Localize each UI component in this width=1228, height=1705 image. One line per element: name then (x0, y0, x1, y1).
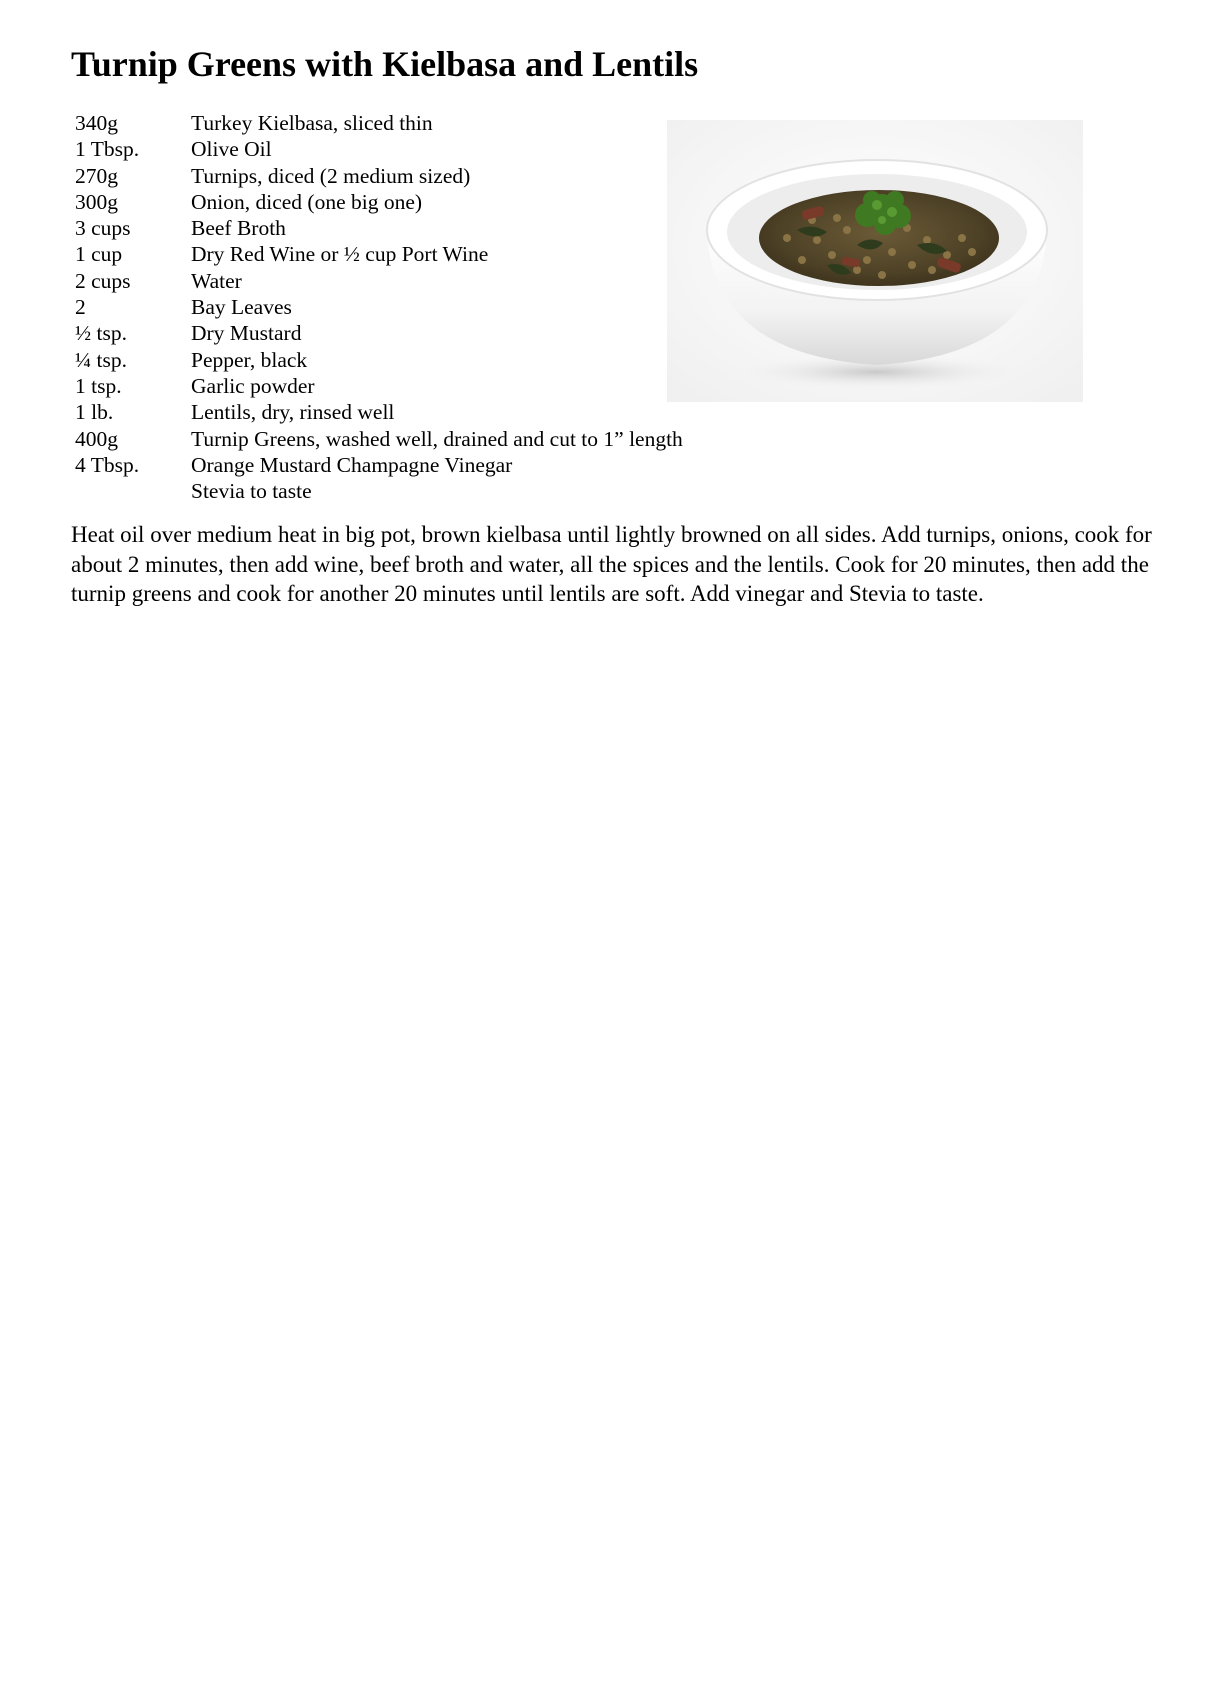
ingredient-row (75, 426, 683, 452)
ingredient-row (75, 294, 683, 320)
ingredient-name: Garlic powder (191, 373, 315, 398)
ingredient-quantity: ¼ tsp. (75, 347, 127, 372)
recipe-title: Turnip Greens with Kielbasa and Lentils (71, 44, 699, 84)
ingredient-row (75, 215, 683, 241)
ingredient-row (75, 136, 683, 162)
ingredient-row (75, 189, 683, 215)
ingredient-name: Dry Mustard (191, 321, 302, 346)
ingredient-row (75, 478, 683, 504)
ingredient-name: Turkey Kielbasa, sliced thin (191, 111, 433, 135)
ingredient-name: Olive Oil (191, 137, 272, 162)
ingredient-row (75, 347, 683, 373)
ingredient-quantity: 2 cups (75, 268, 131, 293)
ingredient-name: Bay Leaves (191, 295, 292, 320)
ingredient-quantity: 340g (75, 111, 118, 135)
ingredient-quantity: 1 tsp. (75, 373, 122, 398)
ingredient-quantity: 2 (75, 295, 86, 320)
ingredient-quantity: 300g (75, 189, 118, 214)
ingredient-name: Turnips, diced (2 medium sized) (191, 163, 471, 188)
ingredient-quantity: 1 Tbsp. (75, 137, 140, 162)
ingredient-name: Onion, diced (one big one) (191, 189, 423, 214)
ingredient-quantity: 270g (75, 163, 118, 188)
ingredient-quantity: 1 cup (75, 242, 123, 267)
bowl-of-lentils-image (667, 120, 1083, 402)
ingredient-quantity: 3 cups (75, 216, 131, 241)
ingredient-row (75, 399, 683, 425)
ingredient-name: Orange Mustard Champagne Vinegar (191, 452, 513, 477)
ingredient-row (75, 241, 683, 267)
ingredient-quantity: 400g (75, 426, 118, 451)
dish-photo (667, 120, 1083, 402)
ingredient-row (75, 110, 683, 136)
ingredient-quantity: ½ tsp. (75, 321, 127, 346)
ingredient-quantity: 4 Tbsp. (75, 452, 140, 477)
ingredient-name: Water (191, 268, 242, 293)
ingredient-name: Lentils, dry, rinsed well (191, 400, 395, 425)
ingredient-name: Stevia to taste (191, 479, 312, 504)
ingredient-name: Beef Broth (191, 216, 286, 241)
ingredient-row (75, 268, 683, 294)
ingredient-row (75, 163, 683, 189)
ingredient-row (75, 373, 683, 399)
ingredient-name: Dry Red Wine or ½ cup Port Wine (191, 242, 489, 267)
ingredient-name: Pepper, black (191, 347, 308, 372)
recipe-instructions: Heat oil over medium heat in big pot, brown kielbasa until lightly browned on all sides. Add turnips, onions, cook for about 2 minutes, then add wine, beef broth and water, all the spices and the lentils. Cook for 20 minutes, then add the turnip greens and cook for another 20 minutes until lentils are soft. Add vinegar and Stevia to taste. (71, 522, 1152, 606)
ingredient-quantity: 1 lb. (75, 400, 114, 425)
ingredient-row (75, 452, 683, 478)
ingredient-row (75, 320, 683, 346)
ingredient-name: Turnip Greens, washed well, drained and cut to 1” length (191, 426, 683, 451)
ingredient-list (75, 110, 683, 504)
